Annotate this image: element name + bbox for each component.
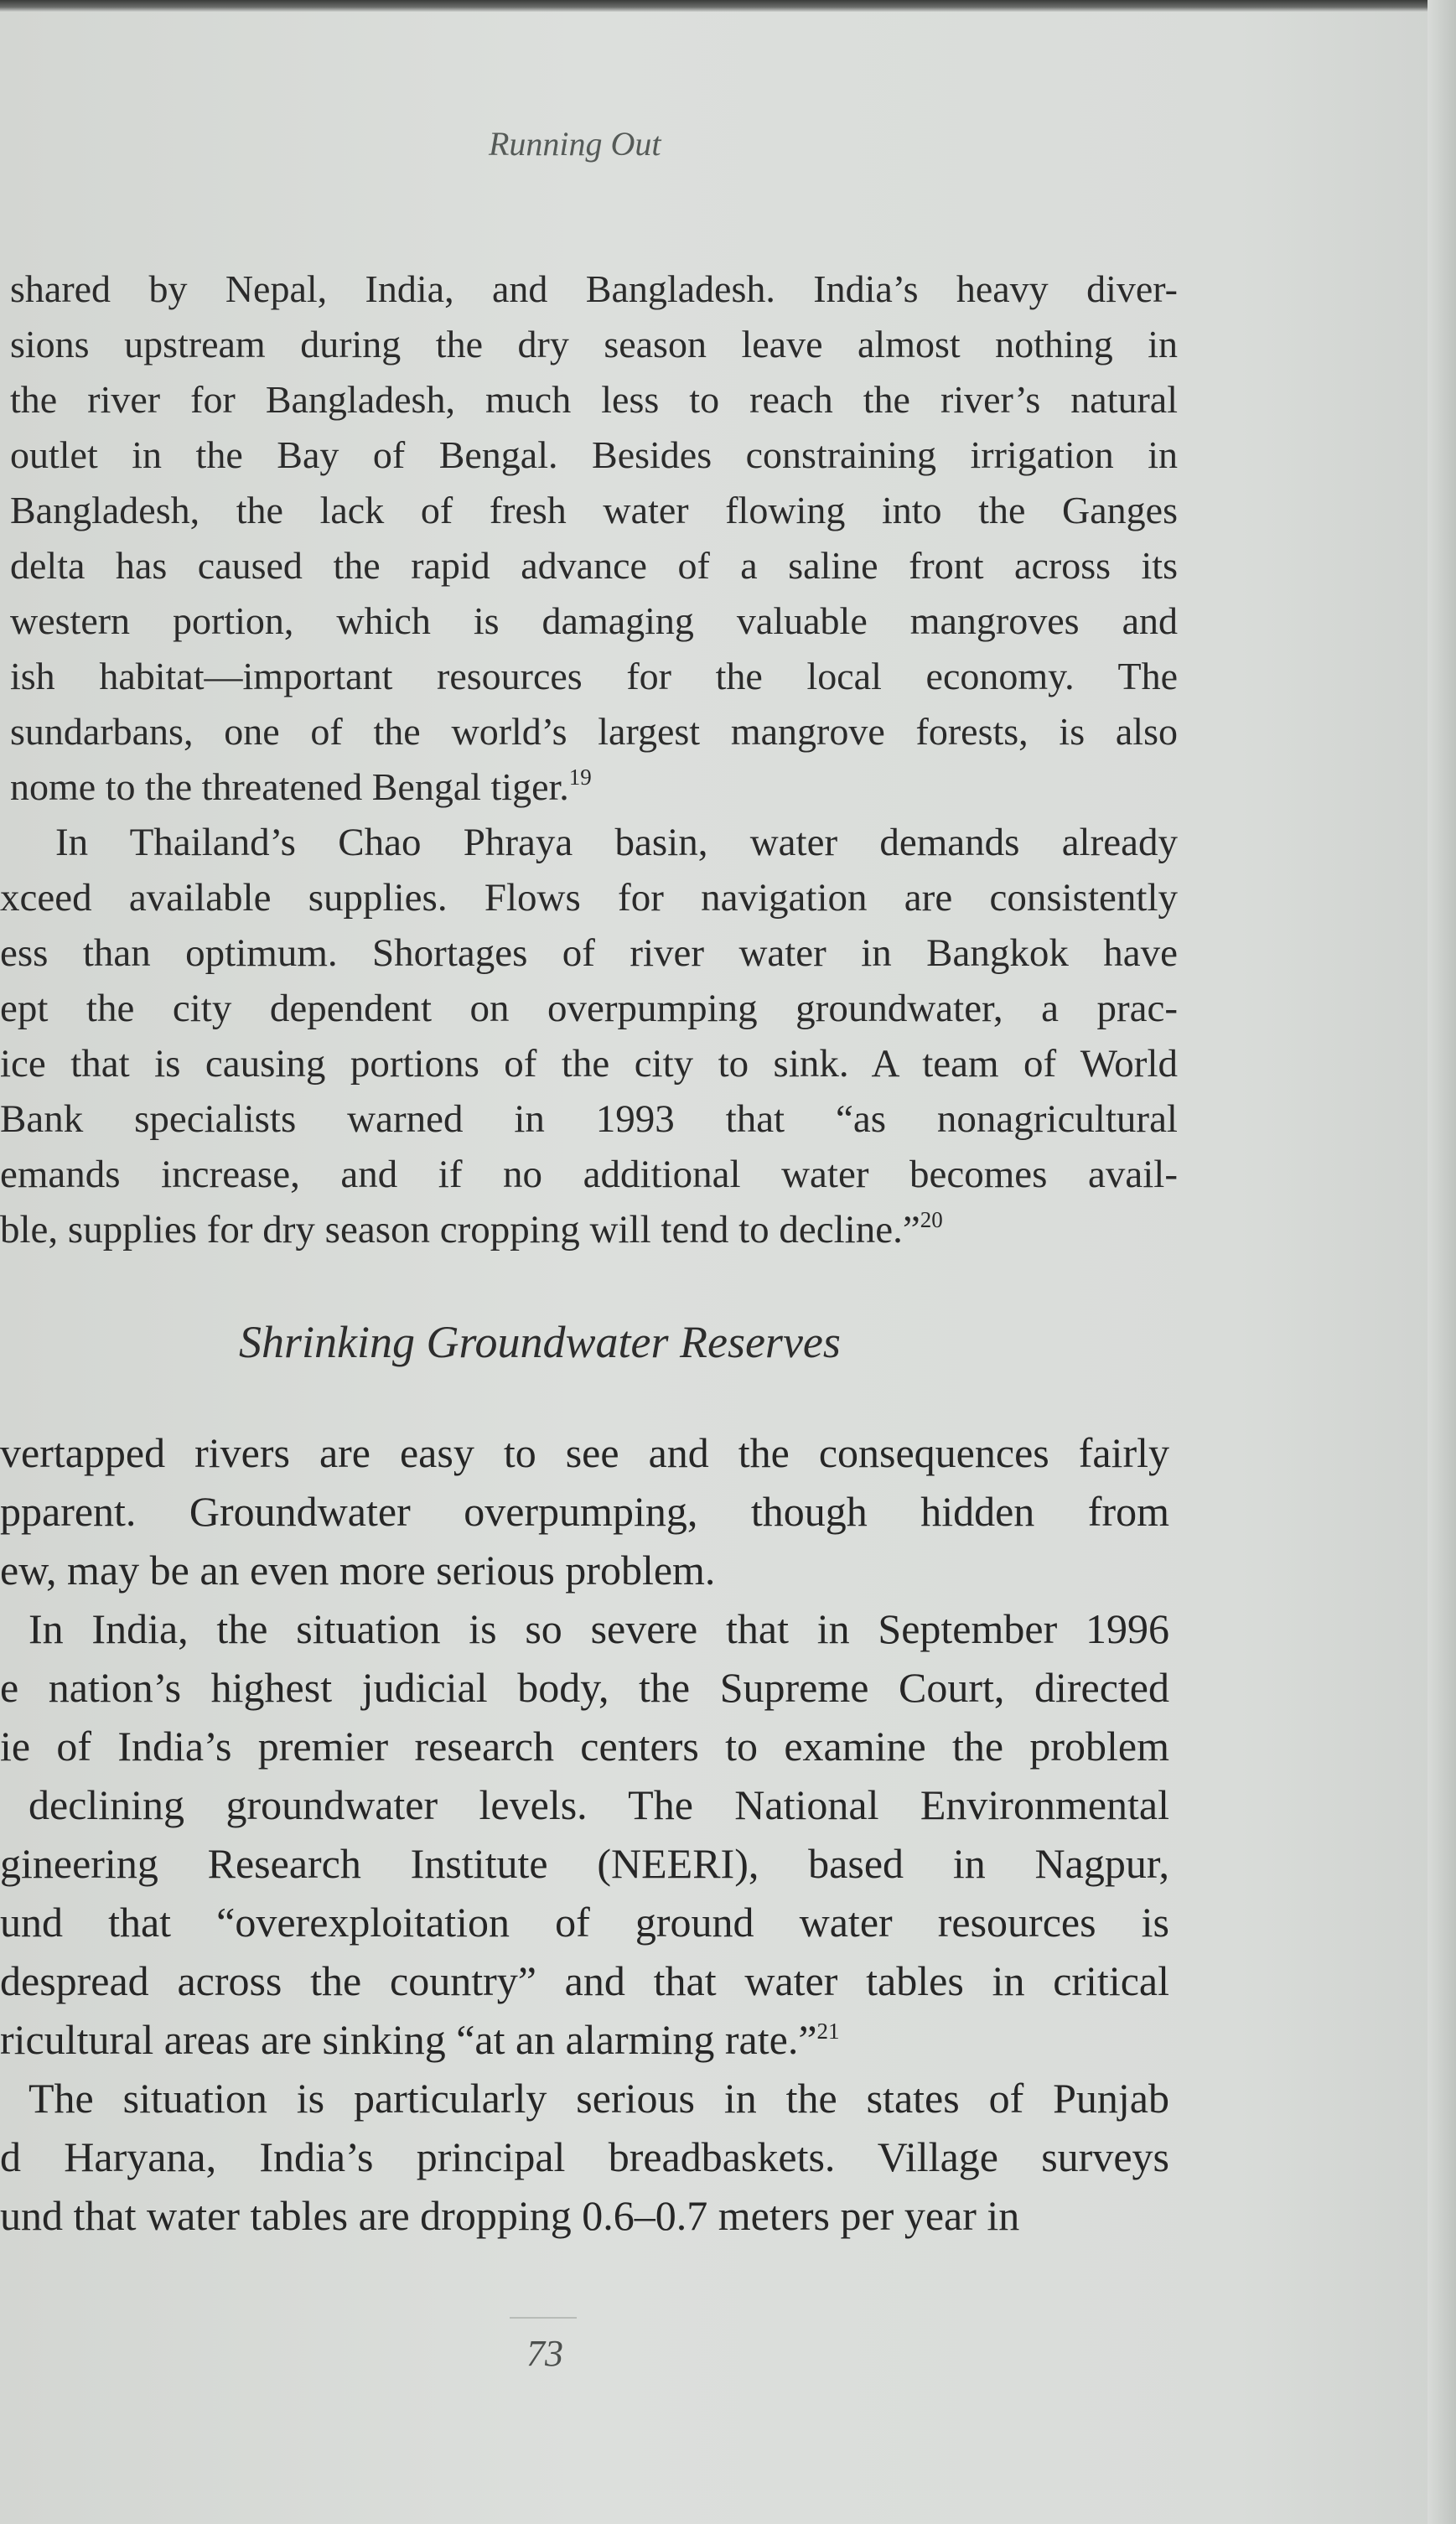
text-line: d Haryana, India’s principal breadbaskets. Village surveys xyxy=(0,2133,1169,2180)
text-line: ie of India’s premier research centers to examine the problem xyxy=(0,1723,1169,1770)
lower-text-block xyxy=(0,1423,1169,2245)
text-line: sundarbans, one of the world’s largest mangrove forests, is also xyxy=(10,710,1178,753)
text-line: ice that is causing portions of the city to sink. A team of World xyxy=(0,1042,1178,1086)
text-line: xceed available supplies. Flows for navigation are consistently xyxy=(0,876,1178,920)
text-line: the river for Bangladesh, much less to reach the river’s natural xyxy=(10,378,1178,421)
text-line: western portion, which is damaging valuable mangroves and xyxy=(10,599,1178,642)
text-line: In India, the situation is so severe that in September 1996 xyxy=(28,1605,1169,1652)
text-line: gineering Research Institute (NEERI), based in Nagpur, xyxy=(0,1840,1169,1887)
page-number: 73 xyxy=(526,2333,563,2374)
text-line: und that water tables are dropping 0.6–0.7 meters per year in xyxy=(0,2192,1020,2239)
text-line xyxy=(0,759,1178,815)
text-line: declining groundwater levels. The National Environmental xyxy=(28,1781,1169,1828)
text-line: pparent. Groundwater overpumping, though hidden from xyxy=(0,1488,1169,1535)
text-line: e nation’s highest judicial body, the Supreme Court, directed xyxy=(0,1664,1169,1711)
running-head: Running Out xyxy=(489,125,661,163)
text-line: vertapped rivers are easy to see and the consequences fairly xyxy=(0,1429,1169,1476)
text-line: ew, may be an even more serious problem. xyxy=(0,1547,716,1594)
text-line: ish habitat—important resources for the local economy. The xyxy=(10,655,1178,697)
text-line: ept the city dependent on overpumping groundwater, a prac- xyxy=(0,987,1178,1030)
text-line: despread across the country” and that water tables in critical xyxy=(0,1957,1169,2004)
text-line: shared by Nepal, India, and Bangladesh. India’s heavy diver- xyxy=(10,267,1178,310)
paragraph-thailand xyxy=(0,815,1178,1257)
text-line-content: ble, supplies for dry season cropping will tend to decline.” xyxy=(0,1208,920,1252)
text-line: und that “overexploitation of ground water resources is xyxy=(0,1899,1169,1946)
text-line-content: nome to the threatened Bengal tiger. xyxy=(10,765,569,808)
paragraph-intro xyxy=(0,1423,1169,1599)
text-line: ess than optimum. Shortages of river water in Bangkok have xyxy=(0,931,1178,975)
paragraph-ganges xyxy=(0,262,1178,815)
text-line: Bangladesh, the lack of fresh water flowing into the Ganges xyxy=(10,489,1178,531)
text-line: emands increase, and if no additional water becomes avail- xyxy=(0,1153,1178,1196)
upper-text-block xyxy=(0,262,1178,1257)
footnote-ref: 21 xyxy=(816,2019,840,2044)
text-line: The situation is particularly serious in the states of Punjab xyxy=(28,2075,1169,2122)
text-line: outlet in the Bay of Bengal. Besides constraining irrigation in xyxy=(10,433,1178,476)
folio-rule xyxy=(510,2317,577,2319)
text-line xyxy=(0,1202,1178,1257)
paragraph-india xyxy=(0,1599,1169,2069)
paragraph-punjab xyxy=(0,2069,1169,2245)
text-line: delta has caused the rapid advance of a saline front across its xyxy=(10,544,1178,587)
text-line: In Thailand’s Chao Phraya basin, water demands already xyxy=(55,821,1178,864)
footnote-ref: 20 xyxy=(920,1207,943,1232)
text-line: sions upstream during the dry season leave almost nothing in xyxy=(10,323,1178,365)
section-heading: Shrinking Groundwater Reserves xyxy=(239,1317,841,1367)
text-line xyxy=(0,2010,1169,2069)
text-line: Bank specialists warned in 1993 that “as nonagricultural xyxy=(0,1097,1178,1141)
text-line-content: ricultural areas are sinking “at an alarming rate.” xyxy=(0,2016,817,2063)
footnote-ref: 19 xyxy=(568,764,592,790)
